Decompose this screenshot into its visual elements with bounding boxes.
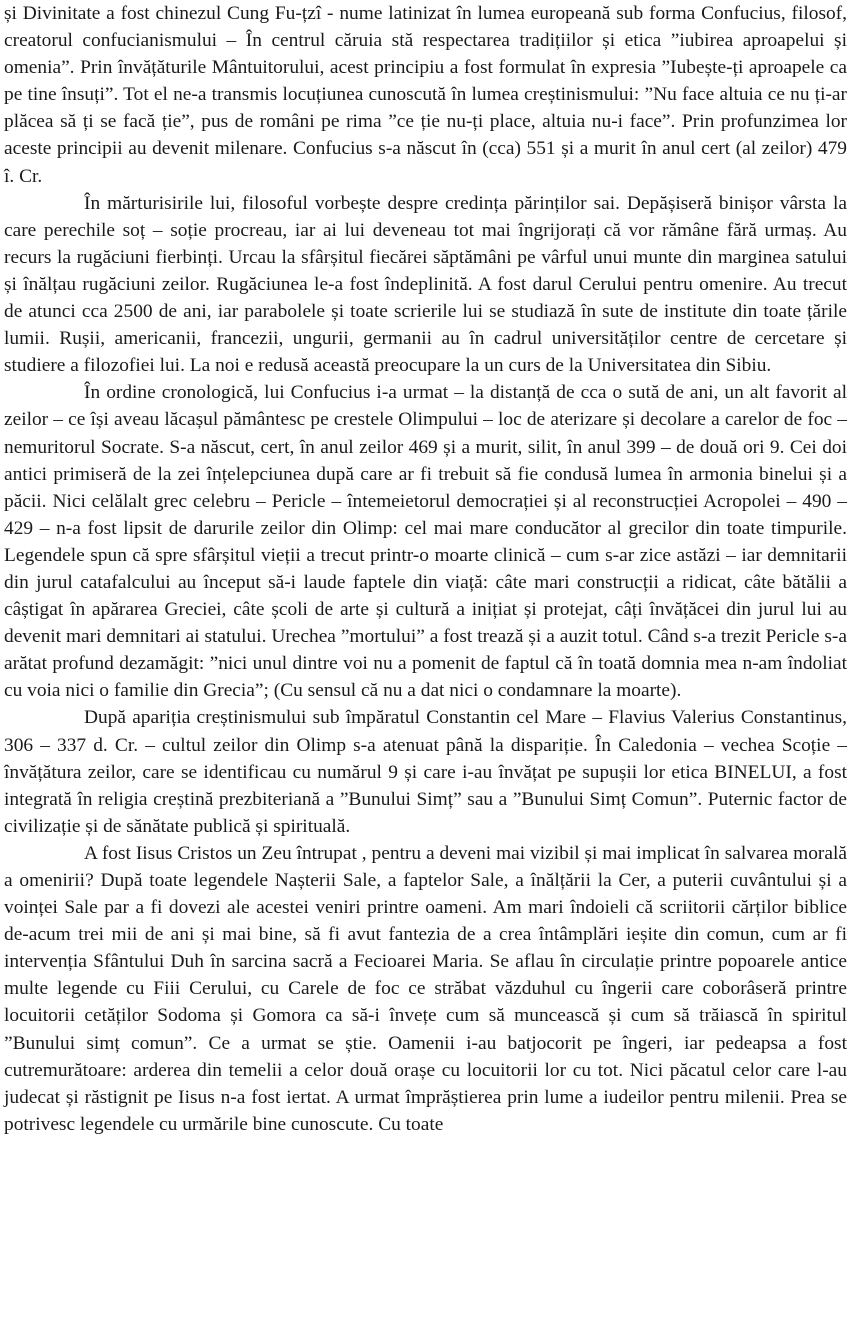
paragraph-constantine: După apariția creștinismului sub împăratul Constantin cel Mare – Flavius Valerius Constantinus, 306 – 337 d. Cr. – cultul zeilor din Olimp s-a atenuat până la dispariție. În Caledonia – vechea Scoție – învățătura zeilor, care se identificau cu numărul 9 și care i-au învățat pe supușii lor etica BINELUI, a fost integrată în religia creștină prezbiteriană a ”Bunului Simț” sau a ”Bunului Simț Comun”. Puternic factor de civilizație și de sănătate publică și spirituală. (4, 707, 847, 837)
paragraph-socrates-pericles: În ordine cronologică, lui Confucius i-a urmat – la distanță de cca o sută de ani, un alt favorit al zeilor – ce își aveau lăcașul pământesc pe crestele Olimpului – loc de aterizare și decolare a carelor de foc – nemuritorul Socrate. S-a născut, cert, în anul zeilor 469 și a murit, silit, în anul 399 – de două ori 9. Cei doi antici primiseră de la zei înțelepciunea după care ar fi trebuit să fie condusă lumea în armonia binelui și a păcii. Nici celălalt grec celebru – Pericle – întemeietorul democrației și al reconstrucției Acropolei – 490 – 429 – n-a fost lipsit de darurile zeilor din Olimp: cel mai mare conducător al grecilor din toate timpurile. Legendele spun că spre sfârșitul vieții a trecut printr-o moarte clinică – cum s-ar zice astăzi – iar demnitarii din jurul catafalcului au început să-i laude faptele din viață: câte mari construcții a ridicat, câte bătălii a câștigat în apărarea Greciei, câte școli de arte și cultură a inițiat și protejat, câți învățăcei din jurul lui au devenit mari demnitari ai statului. Urechea ”mortului” a fost trează și a auzit totul. Când s-a trezit Pericle s-a arătat profund dezamăgit: ”nici unul dintre voi nu a pomenit de faptul că în toată domnia mea n-am îndoliat cu voia nici o familie din Grecia”; (Cu sensul că nu a dat nici o condamnare la moarte). (4, 382, 847, 702)
paragraph-confucius-intro: și Divinitate a fost chinezul Cung Fu-țzî - nume latinizat în lumea europeană sub forma Confucius, filosof, creatorul confucianismului – În centrul căruia stă respectarea tradițiilor și etica ”iubirea aproapelui și omenia”. Prin învățăturile Mântuitorului, acest principiu a fost formulat în expresia ”Iubește-ți aproapele ca pe tine însuți”. Tot el ne-a transmis locuțiunea cunoscută în lumea creștinismului: ”Nu face altuia ce nu ți-ar plăcea să ți se facă ție”, pus de români pe rima ”ce ție nu-ți place, altuia nu-i face”. Prin profunzimea lor aceste principii au devenit milenare. Confucius s-a născut în (cca) 551 și a murit în anul cert (al zeilor) 479 î. Cr. (4, 3, 847, 187)
document-page (4, 0, 847, 1138)
paragraph-confucius-birth: În mărturisirile lui, filosoful vorbește despre credința părinților sai. Depășiseră binișor vârsta la care perechile soț – soție procreau, iar ai lui deveneau tot mai îngrijorați că vor rămâne fără urmaș. Au recurs la rugăciuni fierbinți. Urcau la sfârșitul fiecărei săptămâni pe vârful unui munte din marginea satului și înălțau rugăciuni zeilor. Rugăciunea le-a fost îndeplinită. A fost darul Cerului pentru omenire. Au trecut de atunci cca 2500 de ani, iar parabolele și toate scrierile lui se studiază în sute de institute din toate țările lumii. Rușii, americanii, francezii, ungurii, germanii au în cadrul universităților centre de cercetare și studiere a filozofiei lui. La noi e redusă această preocupare la un curs de la Universitatea din Sibiu. (4, 192, 847, 377)
paragraph-jesus-christ: A fost Iisus Cristos un Zeu întrupat , pentru a deveni mai vizibil și mai implicat în salvarea morală a omenirii? După toate legendele Nașterii Sale, a faptelor Sale, a înălțării la Cer, a puterii cuvântului și a voinței Sale par a fi dovezi ale acestei veniri printre oameni. Am mari îndoieli că scriitorii cărților biblice de-acum trei mii de ani și mai bine, să fi avut fantezia de a crea întâmplări ieșite din comun, cum ar fi intervenția Sfântului Duh în sarcina sacră a Fecioarei Maria. Se aflau în circulație printre popoarele antice multe legende cu Fiii Cerului, cu Carele de foc ce străbat văzduhul cu îngerii care coborâseră printre locuitorii cetăților Sodoma și Gomora ca să-i învețe cum să muncească și cum să trăiască în spiritul ”Bunului simț comun”. Ce a urmat se știe. Oamenii i-au batjocorit pe îngeri, iar pedeapsa a fost cutremurătoare: arderea din temelii a celor două orașe cu locuitorii lor cu tot. Nici păcatul celor care l-au judecat și răstignit pe Iisus n-a fost iertat. A urmat împrăștierea prin lume a iudeilor pentru milenii. Prea se potrivesc legendele cu urmările bine cunoscute. Cu toate (4, 842, 847, 1135)
